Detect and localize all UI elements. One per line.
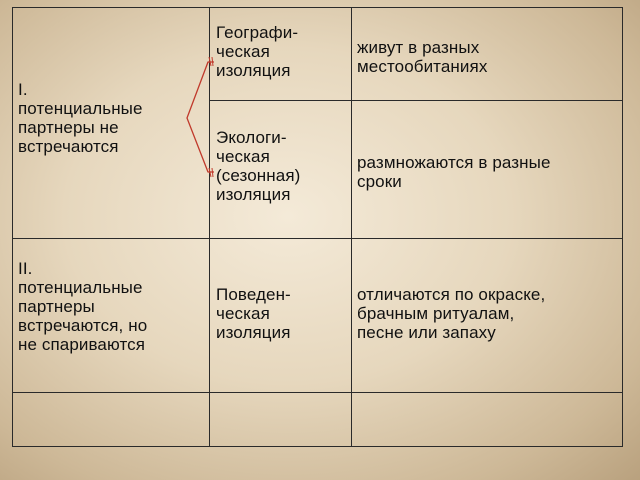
row-1-mechanism-1-name: Географи- ческая изоляция (216, 23, 299, 80)
row-1-mechanism-2-description: размножаются в разные сроки (357, 153, 551, 191)
bracket-line (187, 62, 214, 172)
row-1-category: I. потенциальные партнеры не встречаются (18, 80, 143, 156)
row-2-mechanism-1-description: отличаются по окраске, брачным ритуалам, песне или запаху (357, 285, 546, 342)
row-2-category: II. потенциальные партнеры встречаются, но не спариваются (18, 259, 148, 354)
row-2-mechanism-1-name: Поведен- ческая изоляция (216, 285, 291, 342)
row-1-mechanism-2-name: Экологи- ческая (сезонная) изоляция (216, 128, 301, 204)
row-1-mechanism-1-description: живут в разных местообитаниях (357, 38, 488, 76)
